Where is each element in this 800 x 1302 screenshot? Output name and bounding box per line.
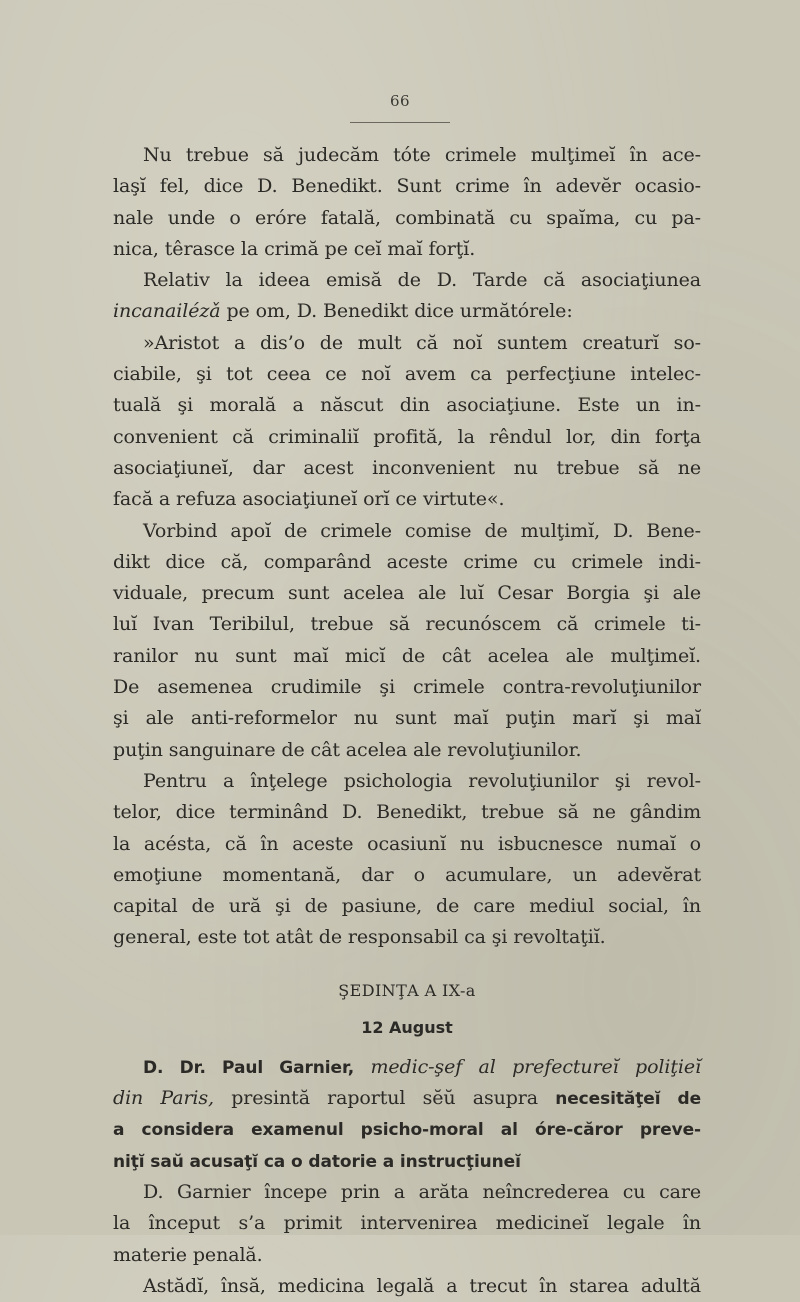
header-rule bbox=[350, 122, 450, 123]
text-line: luĭ Ivan Teribilul, trebue să recunóscem că crimele ti- bbox=[113, 613, 701, 636]
text-line: general, este tot atât de responsabil ca şi revoltaţiĭ. bbox=[113, 926, 606, 949]
text-line: capital de ură şi de pasiune, de care mediul social, în bbox=[113, 895, 701, 918]
text-line: ciabile, şi tot ceea ce noĭ avem ca perfecţiune intelec- bbox=[113, 363, 701, 386]
text-line: la acésta, că în aceste ocasiunĭ nu isbucnesce numaĭ o bbox=[113, 832, 701, 855]
text-line: Pentru a înţelege psichologia revoluţiunilor şi revol- bbox=[143, 769, 701, 792]
report-line bbox=[113, 1083, 701, 1114]
text-line: ranilor nu sunt maĭ micĭ de cât acelea ale mulţimeĭ. bbox=[113, 644, 701, 667]
report-line: materie penală. bbox=[113, 1243, 263, 1266]
report-subject-cont: a considera examenul psicho-moral al óre-căror preve- bbox=[113, 1120, 701, 1141]
report-role-cont: din Paris, bbox=[113, 1087, 214, 1110]
text-line: »Aristot a dis’o de mult că noĭ suntem creaturĭ so- bbox=[143, 331, 701, 354]
text-line: De asemenea crudimile şi crimele contra-revoluţiunilor bbox=[113, 676, 701, 699]
page-number: 66 bbox=[389, 92, 411, 110]
text-line: asociaţiuneĭ, dar acest inconvenient nu trebue să ne bbox=[113, 456, 701, 479]
text-line-rest: pe om, D. Benedikt dice următórele: bbox=[226, 300, 573, 323]
section-title: ŞEDINŢA A IX-a bbox=[338, 980, 476, 1000]
text-line: tuală şi morală a născut din asociaţiune. Este un in- bbox=[113, 394, 701, 417]
report-role: medic-şef al prefectureĭ poliţieĭ bbox=[370, 1055, 701, 1078]
italic-word: incanailézǎ bbox=[113, 300, 221, 323]
text-line: puţin sanguinare de cât acelea ale revoluţiunilor. bbox=[113, 738, 582, 761]
report-line bbox=[113, 1114, 701, 1145]
report-line bbox=[113, 1052, 701, 1083]
text-line: convenient că criminaliĭ profită, la rêndul lor, din forţa bbox=[113, 425, 701, 448]
report-subject: necesităţeĭ de bbox=[555, 1089, 702, 1110]
text-line: telor, dice terminând D. Benedikt, trebue să ne gândim bbox=[113, 801, 701, 824]
text-line: nica, têrasce la crimă pe ceĭ maĭ forţĭ. bbox=[113, 237, 476, 260]
text-line: dikt dice că, comparând aceste crime cu crimele indi- bbox=[113, 550, 701, 573]
text-line: şi ale anti-reformelor nu sunt maĭ puţin marĭ şi maĭ bbox=[113, 707, 701, 730]
section-date: 12 August bbox=[361, 1017, 453, 1037]
body-text bbox=[113, 140, 701, 1302]
text-line: nale unde o eróre fatală, combinată cu spaĭma, cu pa- bbox=[113, 206, 701, 229]
text-line: Nu trebue să judecăm tóte crimele mulţimeĭ în ace- bbox=[143, 144, 701, 166]
text-line: laşĭ fel, dice D. Benedikt. Sunt crime în adevĕr ocasio- bbox=[113, 175, 701, 198]
text-line: facă a refuza asociaţiuneĭ orĭ ce virtute«. bbox=[113, 488, 505, 511]
report-text: presintă raportul sĕŭ asupra bbox=[231, 1087, 539, 1110]
text-line bbox=[113, 296, 701, 327]
text-line: Relativ la ideea emisă de D. Tarde că asociaţiunea bbox=[143, 269, 701, 292]
text-line: Vorbind apoĭ de crimele comise de mulţimĭ, D. Bene- bbox=[143, 519, 701, 542]
report-subject-end: niţĭ saŭ acusaţĭ ca o datorie a instrucţiuneĭ bbox=[113, 1151, 521, 1172]
report-line: la început s’a primit intervenirea medicineĭ legale în bbox=[113, 1212, 701, 1235]
text-line: viduale, precum sunt acelea ale luĭ Cesar Borgia şi ale bbox=[113, 582, 701, 605]
report-line: Astădĭ, însă, medicina legală a trecut în starea adultă bbox=[143, 1274, 701, 1297]
report-line: D. Garnier începe prin a arăta neîncrederea cu care bbox=[143, 1180, 701, 1203]
report-line bbox=[113, 1146, 701, 1177]
report-author: D. Dr. Paul Garnier, bbox=[143, 1057, 355, 1078]
text-line: emoţiune momentană, dar o acumulare, un adevĕrat bbox=[113, 863, 701, 886]
